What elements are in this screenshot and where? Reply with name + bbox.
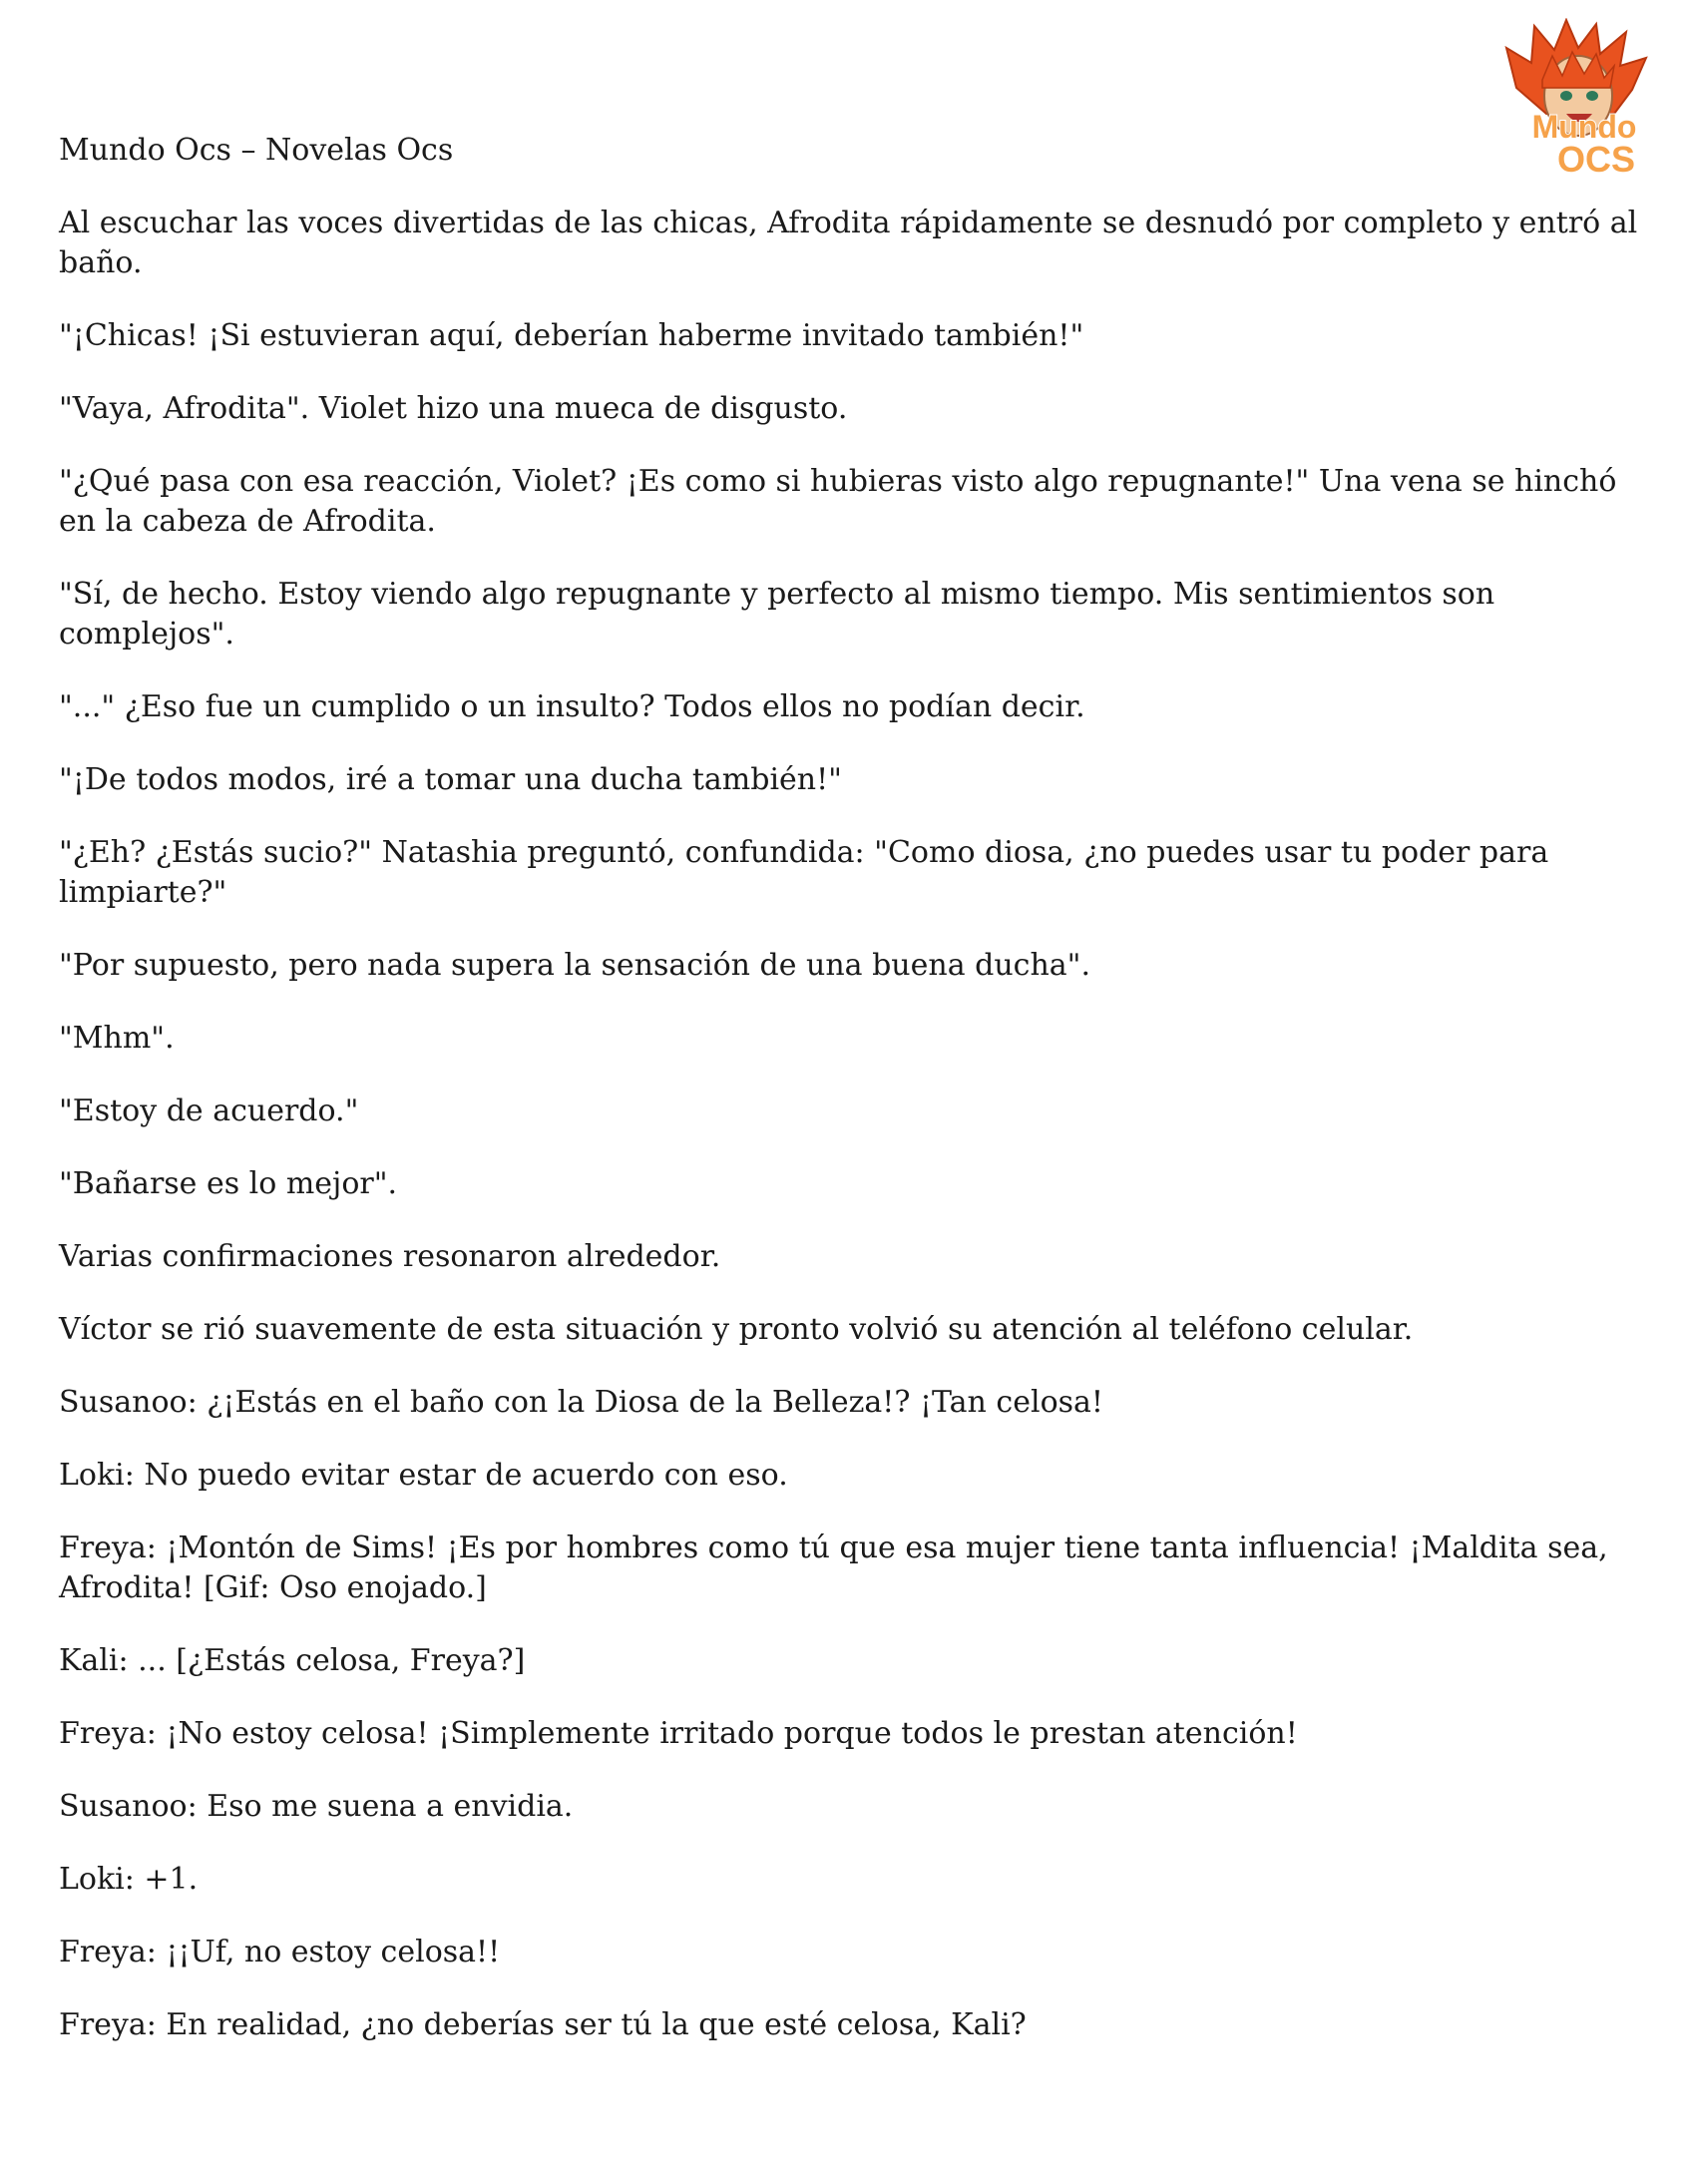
paragraph: Víctor se rió suavemente de esta situación y pronto volvió su atención al teléfono celular. bbox=[59, 1312, 1414, 1347]
paragraph: "¿Qué pasa con esa reacción, Violet? ¡Es como si hubieras visto algo repugnante!" Una vena se hinchó en la cabeza de Afrodita. bbox=[59, 464, 1617, 539]
paragraph: Loki: +1. bbox=[59, 1862, 199, 1897]
mundo-ocs-logo bbox=[1496, 18, 1666, 180]
paragraph: Al escuchar las voces divertidas de las chicas, Afrodita rápidamente se desnudó por completo y entró al baño. bbox=[59, 206, 1638, 280]
paragraph: Kali: ... [¿Estás celosa, Freya?] bbox=[59, 1643, 526, 1678]
logo-text-line1: Mundo bbox=[1531, 109, 1637, 145]
paragraph: Susanoo: Eso me suena a envidia. bbox=[59, 1789, 574, 1824]
paragraph: Freya: ¡¡Uf, no estoy celosa!! bbox=[59, 1935, 501, 1969]
paragraph: "Sí, de hecho. Estoy viendo algo repugnante y perfecto al mismo tiempo. Mis sentimientos son complejos". bbox=[59, 577, 1495, 652]
paragraph: "Mhm". bbox=[59, 1021, 175, 1056]
paragraph: Varias confirmaciones resonaron alrededor. bbox=[59, 1239, 721, 1274]
paragraph: "Vaya, Afrodita". Violet hizo una mueca de disgusto. bbox=[59, 391, 848, 426]
paragraph: "Estoy de acuerdo." bbox=[59, 1093, 359, 1128]
paragraph: Freya: ¡Montón de Sims! ¡Es por hombres como tú que esa mujer tiene tanta influencia! ¡Maldita sea, Afrodita! [Gif: Oso enojado.] bbox=[59, 1530, 1608, 1605]
document-header: Mundo Ocs – Novelas Ocs bbox=[59, 133, 454, 168]
anime-character-logo-icon bbox=[1496, 18, 1666, 180]
paragraph: "¡De todos modos, iré a tomar una ducha también!" bbox=[59, 762, 842, 797]
paragraph: "Por supuesto, pero nada supera la sensación de una buena ducha". bbox=[59, 948, 1090, 983]
paragraph: Freya: En realidad, ¿no deberías ser tú la que esté celosa, Kali? bbox=[59, 2007, 1027, 2042]
paragraph: "..." ¿Eso fue un cumplido o un insulto? Todos ellos no podían decir. bbox=[59, 689, 1085, 724]
paragraph: "¿Eh? ¿Estás sucio?" Natashia preguntó, confundida: "Como diosa, ¿no puedes usar tu poder para limpiarte?" bbox=[59, 835, 1549, 910]
logo-text-line2: OCS bbox=[1556, 139, 1636, 180]
logo-eye-right bbox=[1586, 91, 1598, 101]
paragraph: Loki: No puedo evitar estar de acuerdo con eso. bbox=[59, 1458, 788, 1493]
logo-eye-left bbox=[1560, 91, 1572, 101]
paragraph: Susanoo: ¿¡Estás en el baño con la Diosa de la Belleza!? ¡Tan celosa! bbox=[59, 1385, 1103, 1420]
document-body bbox=[59, 204, 1655, 2078]
paragraph: "Bañarse es lo mejor". bbox=[59, 1166, 398, 1201]
paragraph: "¡Chicas! ¡Si estuvieran aquí, deberían haberme invitado también!" bbox=[59, 318, 1084, 353]
paragraph: Freya: ¡No estoy celosa! ¡Simplemente irritado porque todos le prestan atención! bbox=[59, 1716, 1298, 1751]
